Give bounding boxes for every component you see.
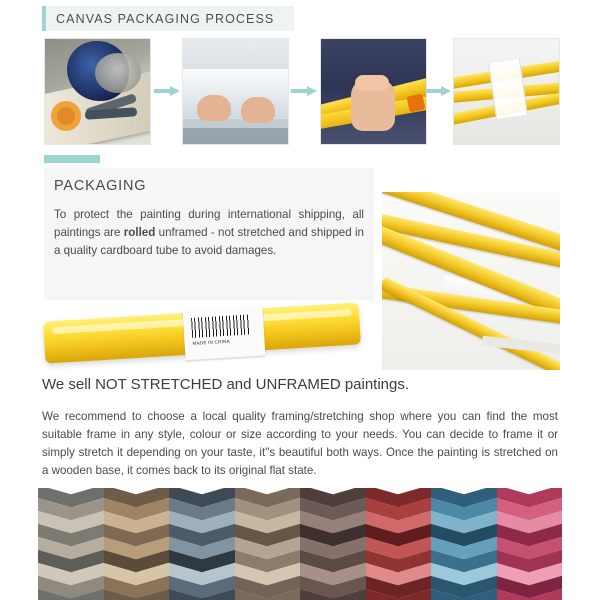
frame-chevron (235, 579, 301, 592)
frame-chevron (104, 579, 170, 592)
canvas-packaging-process-title (42, 6, 294, 31)
frame-chevron (300, 553, 366, 566)
frame-chevron (366, 579, 432, 592)
frame-chevron (300, 527, 366, 540)
frame-chevron (366, 592, 432, 600)
frame-chevron (431, 501, 497, 514)
frame-sample-6 (366, 488, 432, 600)
frame-chevron (104, 488, 170, 501)
plastic-wrapping-photo (182, 38, 289, 145)
packaging-paragraph-bold: rolled (123, 226, 156, 239)
frame-sample-8 (497, 488, 563, 600)
frame-chevron (497, 488, 563, 501)
tube-shipping-label (183, 306, 266, 361)
frame-chevron (235, 592, 301, 600)
frame-chevron (104, 553, 170, 566)
tube-label-line-1: MADE IN CHINA (192, 338, 230, 346)
frame-chevron (300, 514, 366, 527)
arrow-right-icon (291, 86, 317, 96)
selling-headline: We sell NOT STRETCHED and UNFRAMED paintings. (42, 376, 410, 393)
tubes-closeup-photo (382, 192, 560, 370)
frame-chevron (104, 527, 170, 540)
frame-chevron (366, 488, 432, 501)
frame-chevron (169, 553, 235, 566)
frame-chevron (38, 540, 104, 553)
frame-chevron (300, 579, 366, 592)
frame-chevron (38, 527, 104, 540)
frame-chevron (38, 566, 104, 579)
frame-chevron (104, 592, 170, 600)
bundled-tubes-photo (453, 38, 560, 145)
frame-chevron (431, 566, 497, 579)
frame-chevron (431, 553, 497, 566)
frame-chevron (497, 592, 563, 600)
frame-chevron (38, 501, 104, 514)
frame-chevron (366, 514, 432, 527)
frame-chevron (497, 579, 563, 592)
frame-chevron (431, 488, 497, 501)
frame-sample-5 (300, 488, 366, 600)
frame-chevron (169, 566, 235, 579)
frame-chevron (366, 553, 432, 566)
frame-chevron (300, 540, 366, 553)
frame-chevron (38, 514, 104, 527)
frame-chevron (169, 579, 235, 592)
frame-chevron (169, 514, 235, 527)
frame-chevron (38, 592, 104, 600)
frame-chevron (497, 527, 563, 540)
selling-body-paragraph: We recommend to choose a local quality framing/stretching shop where you can find the most suitable frame in any style, colour or size according to your needs. You can decide to frame it or simply stretch it depending on your taste, it"s beautiful both ways. Once the painting is stretched on a wooden base, it comes back to its original flat state. (42, 410, 558, 477)
frame-chevron (169, 592, 235, 600)
frame-chevron (235, 501, 301, 514)
frame-chevron (300, 488, 366, 501)
frame-chevron (431, 579, 497, 592)
frame-chevron (300, 566, 366, 579)
frame-chevron (431, 592, 497, 600)
frame-chevron (104, 514, 170, 527)
packaging-process-photo-strip (44, 38, 560, 145)
frame-chevron (235, 553, 301, 566)
frame-sample-7 (431, 488, 497, 600)
frame-chevron (235, 514, 301, 527)
packaging-info-box (44, 168, 374, 300)
frame-chevron (169, 527, 235, 540)
frame-chevron (497, 566, 563, 579)
frame-chevron (235, 488, 301, 501)
frame-chevron (169, 488, 235, 501)
frame-chevron (497, 501, 563, 514)
frame-chevron (431, 514, 497, 527)
frame-chevron (497, 514, 563, 527)
frame-chevron (497, 553, 563, 566)
frame-chevron (235, 566, 301, 579)
frame-chevron (169, 501, 235, 514)
section-title-text: CANVAS PACKAGING PROCESS (56, 11, 275, 26)
frame-chevron (366, 527, 432, 540)
shipping-tube-photo (44, 300, 360, 366)
plastic-wrapping-image (183, 39, 288, 144)
packaging-paragraph-part2: unframed - not stretched and shipped in a quality cardboard tube to avoid damages. (54, 226, 364, 257)
frame-chevron (300, 592, 366, 600)
packaging-accent-bar (44, 155, 100, 163)
frame-chevron (38, 553, 104, 566)
frame-chevron (497, 540, 563, 553)
frame-chevron (300, 501, 366, 514)
bundled-tubes-image (454, 39, 559, 144)
painting-with-scissors-image (45, 39, 150, 144)
frame-chevron (366, 540, 432, 553)
frame-chevron (104, 501, 170, 514)
frame-chevron (431, 540, 497, 553)
barcode-icon (191, 314, 250, 338)
frame-chevron (104, 566, 170, 579)
packaging-heading: PACKAGING (54, 178, 147, 194)
frame-sample-3 (169, 488, 235, 600)
frame-chevron (235, 540, 301, 553)
frame-chevron (169, 540, 235, 553)
frame-chevron (431, 527, 497, 540)
packaging-paragraph (54, 206, 364, 260)
painting-with-scissors-photo (44, 38, 151, 145)
hand-holding-tube-photo (320, 38, 427, 145)
frame-chevron (366, 566, 432, 579)
arrow-right-icon (425, 86, 451, 96)
hand-holding-tube-image (321, 39, 426, 144)
frame-chevron (38, 488, 104, 501)
frame-chevron (366, 501, 432, 514)
frame-sample-4 (235, 488, 301, 600)
frame-chevron (104, 540, 170, 553)
packaging-paragraph-part1: To protect the painting during international shipping, all paintings are (54, 208, 364, 239)
frame-sample-2 (104, 488, 170, 600)
frame-chevron (38, 579, 104, 592)
frame-sample-1 (38, 488, 104, 600)
frame-samples-strip (38, 488, 562, 600)
frame-chevron (235, 527, 301, 540)
arrow-right-icon (154, 86, 180, 96)
